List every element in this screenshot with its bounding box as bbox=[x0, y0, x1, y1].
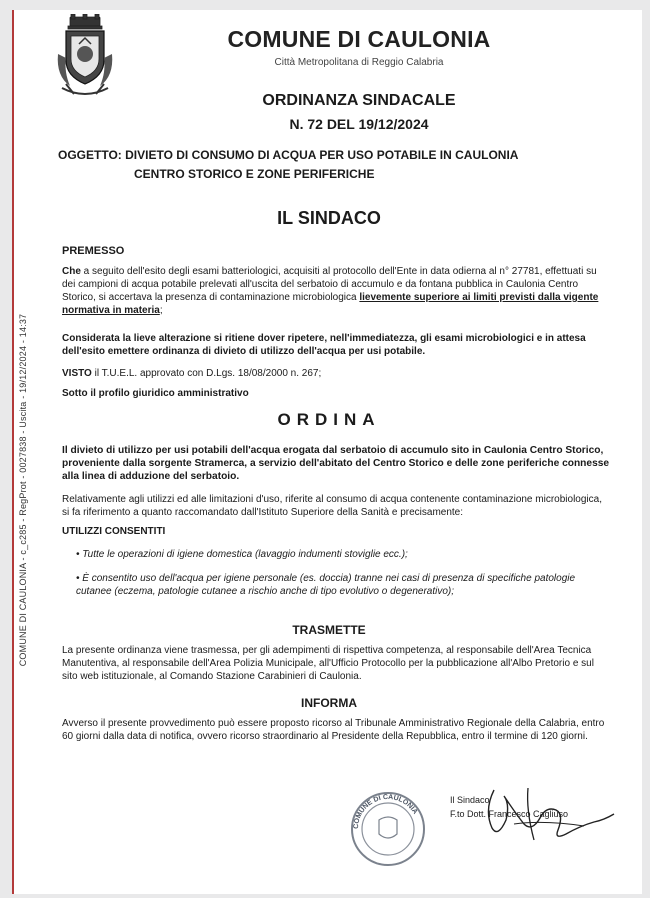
utilizzi-heading: UTILIZZI CONSENTITI bbox=[62, 526, 166, 537]
visto-lead: VISTO bbox=[62, 368, 92, 379]
premesso-text: a seguito dell'esito degli esami batteriologici, acquisiti al protocollo dell'Ente in data odierna al n° 27781, effettuati su dei campioni di acqua potabile prelevati all'uscita del serbatoio di accumulo e da fontana pubblica in Caulonia Centro Storico, si accertava la presenza di contaminazione microbiologica bbox=[62, 266, 597, 303]
profilo-paragraph: Sotto il profilo giuridico amministrativo bbox=[62, 388, 249, 399]
informa-paragraph: Avverso il presente provvedimento può essere proposto ricorso al Tribunale Amministrativo Regionale della Calabria, entro 60 giorni dalla data di notifica, ovvero ricorso straordinario al Presidente della Repubblica, entro il termine di 120 giorni. bbox=[62, 718, 605, 742]
visto-paragraph bbox=[62, 367, 610, 380]
signature-name: F.to Dott. Francesco Cagliuso bbox=[450, 809, 569, 819]
bullet-2-text: È consentito uso dell'acqua per igiene personale (es. doccia) tranne nei casi di presenza di specifiche patologie cutanee (eczema, patologie cutanee a rischio anche di tipo evolutivo o degenerativo); bbox=[76, 573, 576, 597]
municipality-title: COMUNE DI CAULONIA bbox=[227, 26, 491, 52]
ordinance-title: ORDINANZA SINDACALE bbox=[262, 92, 456, 109]
protocol-stamp-text: COMUNE DI CAULONIA - c_c285 - RegProt - 0027838 - Uscita - 19/12/2024 - 14:37 bbox=[18, 313, 28, 667]
subject-line-1: OGGETTO: DIVIETO DI CONSUMO DI ACQUA PER USO POTABILE IN CAULONIA bbox=[58, 148, 519, 162]
il-sindaco-heading: IL SINDACO bbox=[277, 208, 381, 228]
seal-text: COMUNE DI CAULONIA bbox=[352, 793, 419, 830]
informa-heading: INFORMA bbox=[301, 696, 357, 710]
list-item: • È consentito uso dell'acqua per igiene personale (es. doccia) tranne nei casi di presenza di specifiche patologie cutanee (eczema, patologie cutanee a rischio anche di tipo evolutivo o degenerativo); bbox=[76, 573, 576, 597]
premesso-emphasis: lievemente superiore ai limiti previsti dalla vigente normativa in materia bbox=[62, 292, 599, 316]
riferimento-paragraph: Relativamente agli utilizzi ed alle limitazioni d'uso, riferite al consumo di acqua contenente contaminazione microbiologica, si fa riferimento a quanto raccomandato dall'Istituto Superiore della Sanità e precisamente: bbox=[62, 494, 602, 518]
official-seal-stamp bbox=[349, 790, 427, 868]
trasmette-heading: TRASMETTE bbox=[292, 623, 366, 637]
municipality-subtitle: Città Metropolitana di Reggio Calabria bbox=[274, 57, 444, 68]
trasmette-paragraph: La presente ordinanza viene trasmessa, per gli adempimenti di rispettiva competenza, al responsabile dell'Area Tecnica Manutentiva, al responsabile dell'Area Polizia Municipale, all'Ufficio Protocollo per la pubblicazione all'Albo Pretorio e sul sito web istituzionale, al Comando Stazione Carabinieri di Caulonia. bbox=[62, 645, 594, 682]
municipal-crest-icon bbox=[54, 14, 116, 100]
document-page bbox=[12, 10, 642, 894]
protocol-margin-stamp bbox=[13, 280, 33, 700]
premesso-end: ; bbox=[159, 305, 163, 316]
subject-line-2: CENTRO STORICO E ZONE PERIFERICHE bbox=[134, 167, 375, 181]
premesso-che: Che bbox=[62, 266, 81, 277]
signature-title: Il Sindaco bbox=[450, 795, 490, 805]
ordinance-number: N. 72 DEL 19/12/2024 bbox=[289, 116, 429, 132]
premesso-heading: PREMESSO bbox=[62, 245, 125, 257]
bullet-1-text: Tutte le operazioni di igiene domestica (lavaggio indumenti stoviglie ecc.); bbox=[82, 549, 408, 560]
list-item: • Tutte le operazioni di igiene domestica (lavaggio indumenti stoviglie ecc.); bbox=[76, 549, 408, 560]
premesso-paragraph bbox=[62, 265, 610, 317]
considerata-paragraph: Considerata la lieve alterazione si ritiene dover ripetere, nell'immediatezza, gli esami microbiologici e in attesa dell'esito emettere ordinanza di divieto di utilizzo dell'acqua per usi potabile. bbox=[62, 333, 586, 357]
ordina-heading: ORDINA bbox=[277, 410, 381, 429]
visto-text: il T.U.E.L. approvato con D.Lgs. 18/08/2000 n. 267; bbox=[91, 368, 322, 379]
ordina-paragraph: Il divieto di utilizzo per usi potabili dell'acqua erogata dal serbatoio di accumulo sito in Caulonia Centro Storico, proveniente dalla sorgente Stramerca, a servizio dell'abitato del Centro Storico e delle zone periferiche connesse alla linea di adduzione del serbatoio. bbox=[62, 445, 610, 482]
